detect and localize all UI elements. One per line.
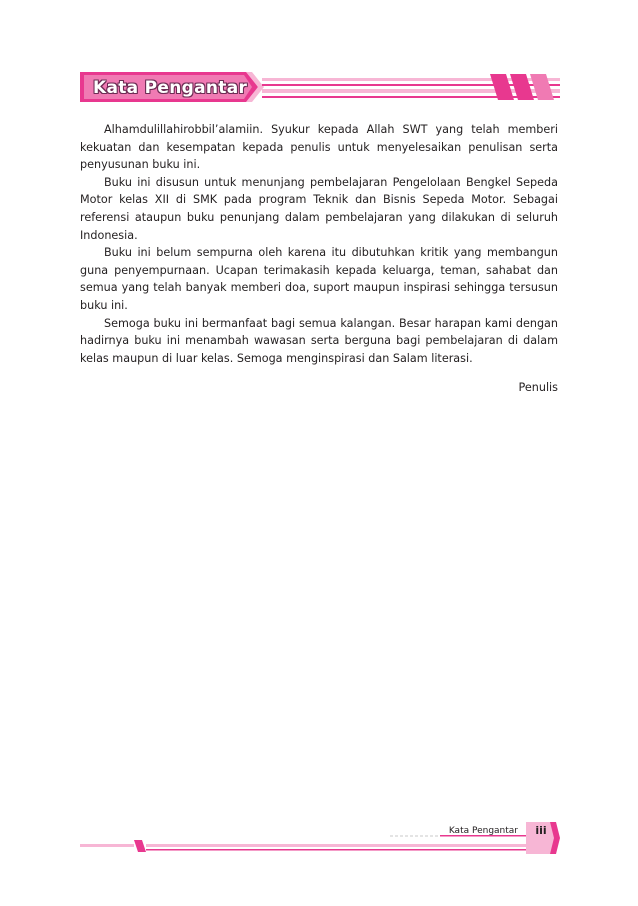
footer-banner xyxy=(80,818,560,858)
page-number: iii xyxy=(535,824,547,837)
paragraph-4: Semoga buku ini bermanfaat bagi semua kalangan. Besar harapan kami dengan hadirnya buku ini menambah wawasan serta berguna bagi pembelajaran di dalam kelas maupun di luar kelas. Semoga menginspirasi dan Salam literasi. xyxy=(80,316,558,365)
paragraph-2: Buku ini disusun untuk menunjang pembelajaran Pengelolaan Bengkel Sepeda Motor kelas XII di SMK pada program Teknik dan Bisnis Sepeda Motor. Sebagai referensi ataupun buku penunjang dalam pembelajaran yang dilakukan di seluruh Indonesia. xyxy=(80,175,558,242)
paragraph-1: Alhamdulillahirobbil’alamiin. Syukur kepada Allah SWT yang telah memberi kekuatan dan kesempatan kepada penulis untuk menyelesaikan penulisan serta penyusunan buku ini. xyxy=(80,123,558,172)
paragraph-3: Buku ini belum sempurna oleh karena itu dibutuhkan kritik yang membangun guna penyempurnaan. Ucapan terimakasih kepada keluarga, teman, sahabat dan semua yang telah banyak memberi doa, suport maupun inspirasi sehingga tersusun buku ini. xyxy=(80,246,558,312)
page-title: Kata Pengantar xyxy=(93,78,248,98)
footer-section-label: Kata Pengantar xyxy=(448,826,518,836)
author-signature: Penulis xyxy=(518,381,558,395)
body-text xyxy=(80,121,558,397)
